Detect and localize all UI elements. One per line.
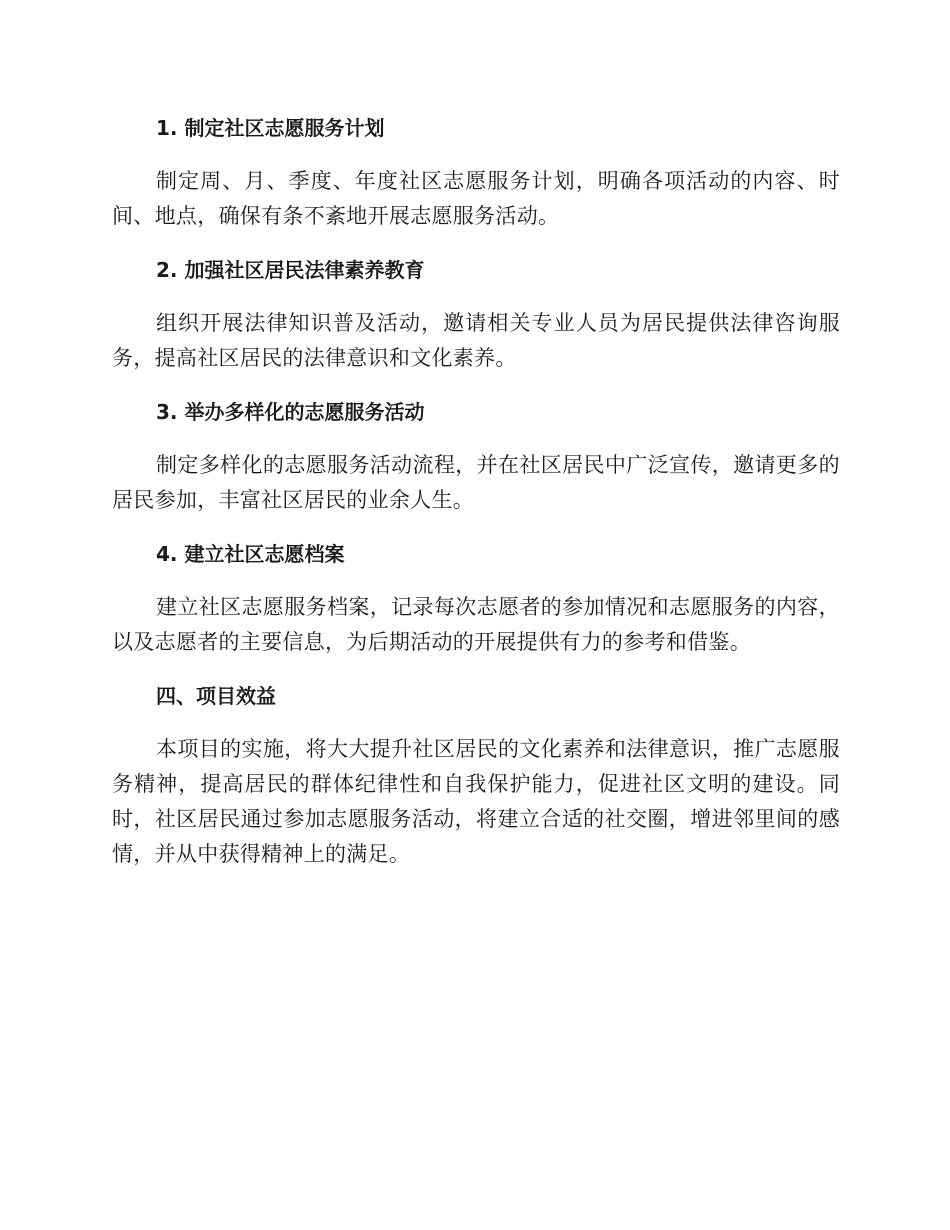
section-volunteer-archive [112,536,840,660]
section-plan [112,110,840,234]
section-heading: 4. 建立社区志愿档案 [156,542,345,566]
section-legal-education [112,252,840,376]
section-project-benefits [112,678,840,872]
section-heading: 1. 制定社区志愿服务计划 [156,116,385,140]
section-diverse-activities [112,394,840,518]
section-heading: 四、项目效益 [156,684,276,708]
section-paragraph: 制定多样化的志愿服务活动流程，并在社区居民中广泛宣传，邀请更多的居民参加，丰富社区居民的业余人生。 [112,453,840,512]
section-paragraph: 本项目的实施，将大大提升社区居民的文化素养和法律意识，推广志愿服务精神，提高居民的群体纪律性和自我保护能力，促进社区文明的建设。同时，社区居民通过参加志愿服务活动，将建立合适的社交圈，增进邻里间的感情，并从中获得精神上的满足。 [112,737,840,866]
section-paragraph: 建立社区志愿服务档案，记录每次志愿者的参加情况和志愿服务的内容，以及志愿者的主要信息，为后期活动的开展提供有力的参考和借鉴。 [112,595,840,654]
section-paragraph: 组织开展法律知识普及活动，邀请相关专业人员为居民提供法律咨询服务，提高社区居民的法律意识和文化素养。 [112,311,840,370]
section-heading: 3. 举办多样化的志愿服务活动 [156,400,425,424]
section-heading: 2. 加强社区居民法律素养教育 [156,258,425,282]
section-paragraph: 制定周、月、季度、年度社区志愿服务计划，明确各项活动的内容、时间、地点，确保有条不紊地开展志愿服务活动。 [112,169,840,228]
